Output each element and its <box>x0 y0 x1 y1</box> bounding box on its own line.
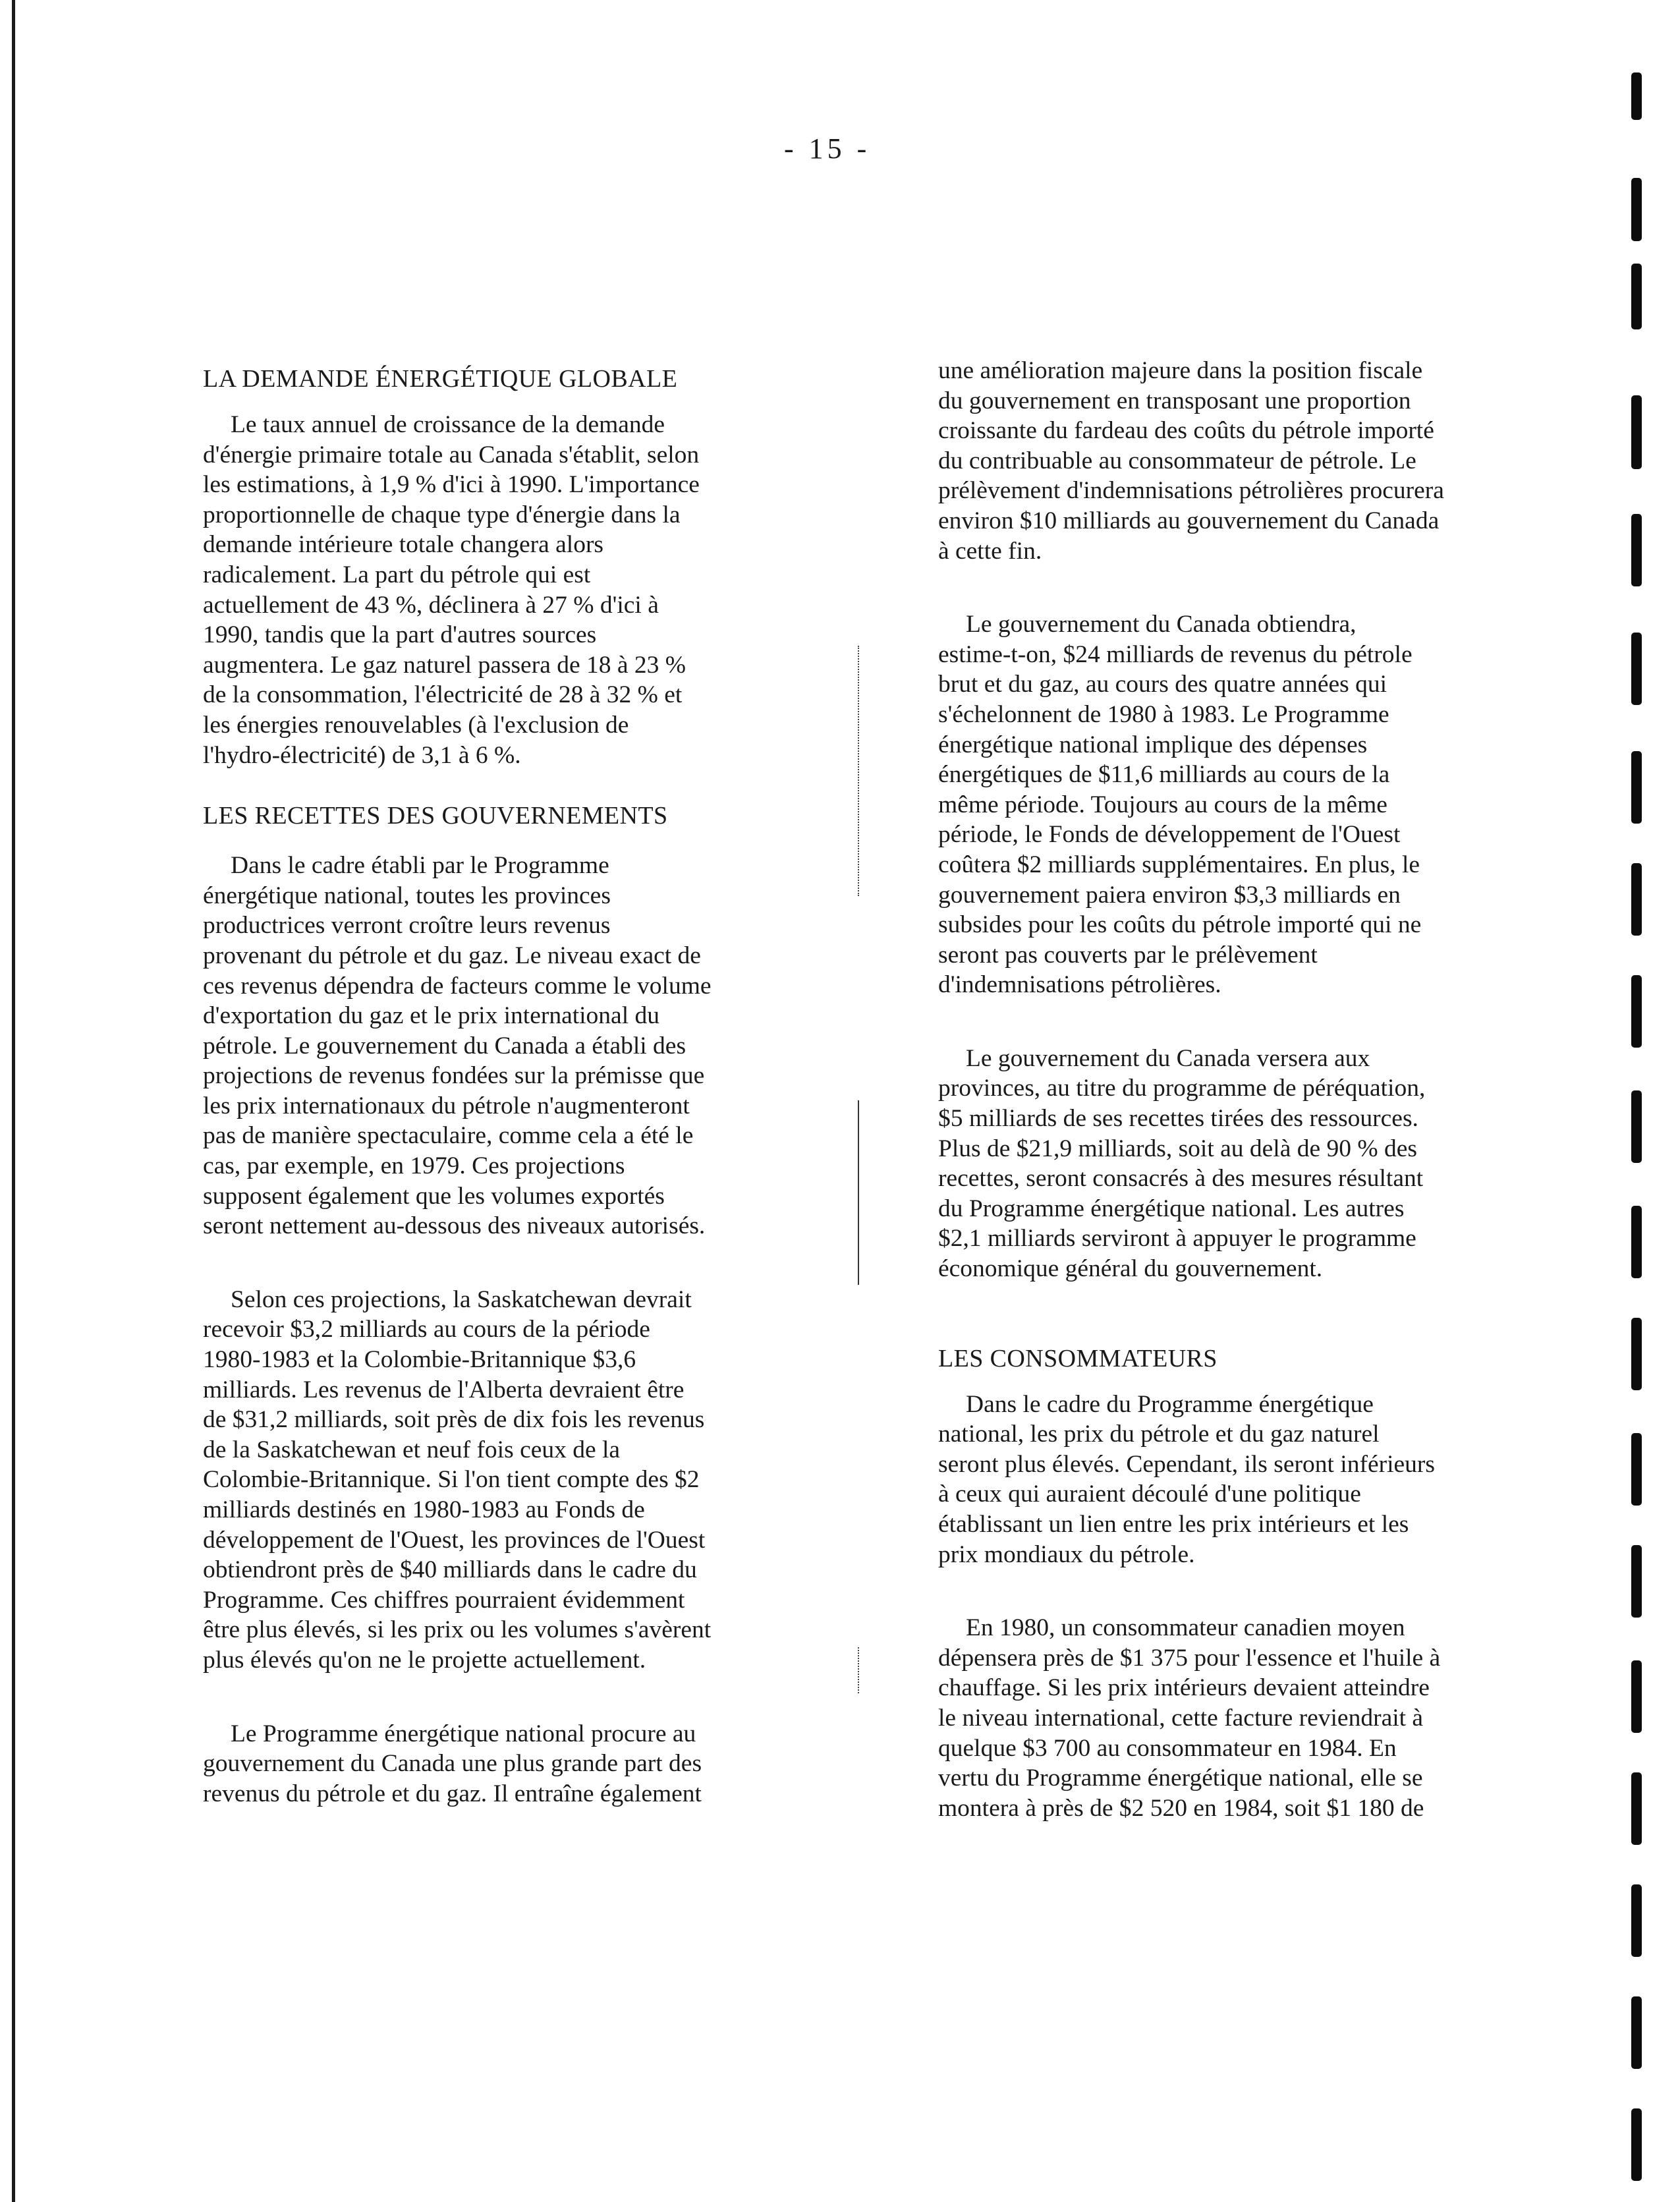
text-line: coûtera $2 milliards supplémentaires. En plus, le <box>938 851 1420 878</box>
text-line: les prix internationaux du pétrole n'augmenteront <box>203 1092 690 1119</box>
text-line: d'énergie primaire totale au Canada s'établit, selon <box>203 441 700 468</box>
binding-hole <box>1631 863 1642 936</box>
paragraph-demande <box>203 410 796 770</box>
binding-hole <box>1631 1206 1642 1278</box>
text-line: développement de l'Ouest, les provinces de l'Ouest <box>203 1526 706 1554</box>
text-line: revenus du pétrole et du gaz. Il entraîne également <box>203 1780 702 1807</box>
binding-hole <box>1631 1433 1642 1506</box>
binding-hole <box>1631 72 1642 120</box>
text-line: gouvernement paiera environ $3,3 milliards en <box>938 881 1401 909</box>
text-line: actuellement de 43 %, déclinera à 27 % d'ici à <box>203 591 659 619</box>
text-line: subsides pour les coûts du pétrole importé qui ne <box>938 911 1422 939</box>
text-line: Plus de $21,9 milliards, soit au delà de 90 % des <box>938 1135 1417 1162</box>
text-line: proportionnelle de chaque type d'énergie dans la <box>203 501 681 528</box>
text-line: pétrole. Le gouvernement du Canada a établi des <box>203 1032 686 1059</box>
text-line: estime-t-on, $24 milliards de revenus du pétrole <box>938 640 1413 668</box>
binding-hole <box>1631 1884 1642 1957</box>
binding-hole <box>1631 264 1642 329</box>
text-line: plus élevés qu'on ne le projette actuellement. <box>203 1646 646 1674</box>
text-line: montera à près de $2 520 en 1984, soit $1 180 de <box>938 1794 1424 1822</box>
text-line: énergétiques de $11,6 milliards au cours de la <box>938 761 1390 789</box>
binding-hole <box>1631 1660 1642 1733</box>
text-line: cas, par exemple, en 1979. Ces projections <box>203 1152 625 1180</box>
text-line: énergétique national, toutes les provinces <box>203 882 611 909</box>
text-line: $2,1 milliards serviront à appuyer le programme <box>938 1225 1416 1253</box>
text-line: établissant un lien entre les prix intérieurs et les <box>938 1511 1409 1538</box>
paragraph-consommateur-moyen <box>938 1613 1536 1823</box>
text-line: national, les prix du pétrole et du gaz naturel <box>938 1421 1380 1448</box>
binding-hole <box>1631 1318 1642 1390</box>
text-line: provinces, au titre du programme de péréquation, <box>938 1075 1426 1102</box>
paragraph-federal-revenue <box>938 609 1536 1000</box>
text-line: prix mondiaux du pétrole. <box>938 1540 1195 1568</box>
text-line: énergétique national implique des dépenses <box>938 731 1368 758</box>
binding-hole <box>1631 751 1642 824</box>
text-line: gouvernement du Canada une plus grande part des <box>203 1750 702 1778</box>
text-line: pas de manière spectaculaire, comme cela a été le <box>203 1122 694 1150</box>
text-line: à ceux qui auraient découlé d'une politique <box>938 1481 1361 1508</box>
heading-consommateurs: LES CONSOMMATEURS <box>938 1344 1218 1372</box>
text-line: à cette fin. <box>938 537 1042 565</box>
text-line: le niveau international, cette facture reviendrait à <box>938 1704 1424 1732</box>
text-line: une amélioration majeure dans la position fiscale <box>938 357 1423 384</box>
text-line: l'hydro-électricité) de 3,1 à 6 %. <box>203 741 521 769</box>
right-column <box>938 356 1536 1823</box>
text-line: obtiendront près de $40 milliards dans le cadre du <box>203 1556 697 1584</box>
text-line: croissante du fardeau des coûts du pétrole importé <box>938 417 1434 445</box>
text-line: milliards destinés en 1980-1983 au Fonds de <box>203 1496 645 1523</box>
binding-hole <box>1631 2108 1642 2181</box>
text-line: radicalement. La part du pétrole qui est <box>203 561 591 588</box>
paragraph-cadre-programme <box>203 851 796 1241</box>
paragraph-continuation <box>938 356 1536 566</box>
binding-hole <box>1631 395 1642 469</box>
text-line: environ $10 milliards au gouvernement du Canada <box>938 507 1440 534</box>
text-line: période, le Fonds de développement de l'Ouest <box>938 821 1401 849</box>
text-line: même période. Toujours au cours de la même <box>938 791 1387 818</box>
binding-hole <box>1631 975 1642 1048</box>
text-line: seront pas couverts par le prélèvement <box>938 941 1318 969</box>
text-line: dépensera près de $1 375 pour l'essence et l'huile à <box>938 1644 1441 1672</box>
text-line: du Programme énergétique national. Les autres <box>938 1195 1405 1222</box>
text-line: prélèvement d'indemnisations pétrolières procurera <box>938 477 1444 505</box>
text-line: Le gouvernement du Canada versera aux <box>966 1044 1370 1072</box>
text-line: les estimations, à 1,9 % d'ici à 1990. L'importance <box>203 471 700 499</box>
text-line: d'exportation du gaz et le prix international du <box>203 1002 659 1030</box>
text-line: économique général du gouvernement. <box>938 1255 1323 1283</box>
text-line: seront nettement au-dessous des niveaux autorisés. <box>203 1212 706 1240</box>
text-line: productrices verront croître leurs revenus <box>203 912 611 940</box>
text-line: recettes, seront consacrés à des mesures résultant <box>938 1165 1424 1193</box>
text-line: 1990, tandis que la part d'autres sources <box>203 621 597 649</box>
text-line: de la Saskatchewan et neuf fois ceux de la <box>203 1436 621 1463</box>
paragraph-programme-procure <box>203 1719 796 1809</box>
text-line: de la consommation, l'électricité de 28 à 32 % et <box>203 681 683 709</box>
text-line: recevoir $3,2 milliards au cours de la période <box>203 1316 650 1343</box>
binding-hole <box>1631 1545 1642 1618</box>
text-line: les énergies renouvelables (à l'exclusion de <box>203 711 629 739</box>
binding-hole <box>1631 633 1642 705</box>
column-divider <box>858 1100 859 1285</box>
paragraph-equalization <box>938 1044 1536 1284</box>
text-line: 1980-1983 et la Colombie-Britannique $3,6 <box>203 1346 636 1374</box>
paragraph-projections <box>203 1285 796 1676</box>
text-line: $5 milliards de ses recettes tirées des ressources. <box>938 1105 1418 1133</box>
text-line: s'échelonnent de 1980 à 1983. Le Programme <box>938 700 1389 728</box>
page-scan-edge <box>12 0 15 2202</box>
text-line: provenant du pétrole et du gaz. Le niveau exact de <box>203 942 701 969</box>
text-line: Dans le cadre établi par le Programme <box>231 852 609 880</box>
text-line: chauffage. Si les prix intérieurs devaient atteindre <box>938 1674 1430 1702</box>
text-line: brut et du gaz, au cours des quatre années qui <box>938 671 1387 698</box>
binding-hole <box>1631 514 1642 586</box>
left-column <box>203 364 796 1809</box>
text-line: de $31,2 milliards, soit près de dix fois les revenus <box>203 1406 705 1434</box>
text-line: quelque $3 700 au consommateur en 1984. En <box>938 1734 1397 1762</box>
text-line: Selon ces projections, la Saskatchewan devrait <box>231 1285 692 1313</box>
text-line: être plus élevés, si les prix ou les volumes s'avèrent <box>203 1616 712 1644</box>
paragraph-prix-eleves <box>938 1390 1536 1570</box>
page-number: - 15 - <box>784 132 871 165</box>
text-line: d'indemnisations pétrolières. <box>938 971 1221 999</box>
heading-demande-energetique: LA DEMANDE ÉNERGÉTIQUE GLOBALE <box>203 365 678 393</box>
text-line: Dans le cadre du Programme énergétique <box>966 1390 1374 1418</box>
text-line: En 1980, un consommateur canadien moyen <box>966 1614 1405 1642</box>
binding-hole <box>1631 1090 1642 1163</box>
text-line: augmentera. Le gaz naturel passera de 18 à 23 % <box>203 651 686 679</box>
text-line: supposent également que les volumes exportés <box>203 1182 665 1210</box>
text-line: ces revenus dépendra de facteurs comme le volume <box>203 972 712 1000</box>
text-line: seront plus élevés. Cependant, ils seront inférieurs <box>938 1450 1435 1478</box>
text-line: vertu du Programme énergétique national, elle se <box>938 1764 1423 1792</box>
binding-hole <box>1631 178 1642 241</box>
text-line: Le gouvernement du Canada obtiendra, <box>966 611 1357 638</box>
binding-hole <box>1631 1772 1642 1845</box>
text-line: projections de revenus fondées sur la prémisse que <box>203 1062 705 1090</box>
column-divider <box>858 1647 859 1693</box>
text-line: du gouvernement en transposant une proportion <box>938 387 1411 414</box>
text-line: milliards. Les revenus de l'Alberta devraient être <box>203 1376 685 1403</box>
column-divider <box>858 646 859 896</box>
text-line: Le taux annuel de croissance de la demande <box>231 411 665 438</box>
text-line: Colombie-Britannique. Si l'on tient compte des $2 <box>203 1466 700 1494</box>
text-line: demande intérieure totale changera alors <box>203 531 604 559</box>
binding-hole <box>1631 1996 1642 2069</box>
text-line: Programme. Ces chiffres pourraient évidemment <box>203 1586 685 1614</box>
heading-recettes-gouvernements: LES RECETTES DES GOUVERNEMENTS <box>203 802 668 830</box>
text-line: Le Programme énergétique national procure au <box>231 1720 696 1747</box>
text-line: du contribuable au consommateur de pétrole. Le <box>938 447 1416 474</box>
